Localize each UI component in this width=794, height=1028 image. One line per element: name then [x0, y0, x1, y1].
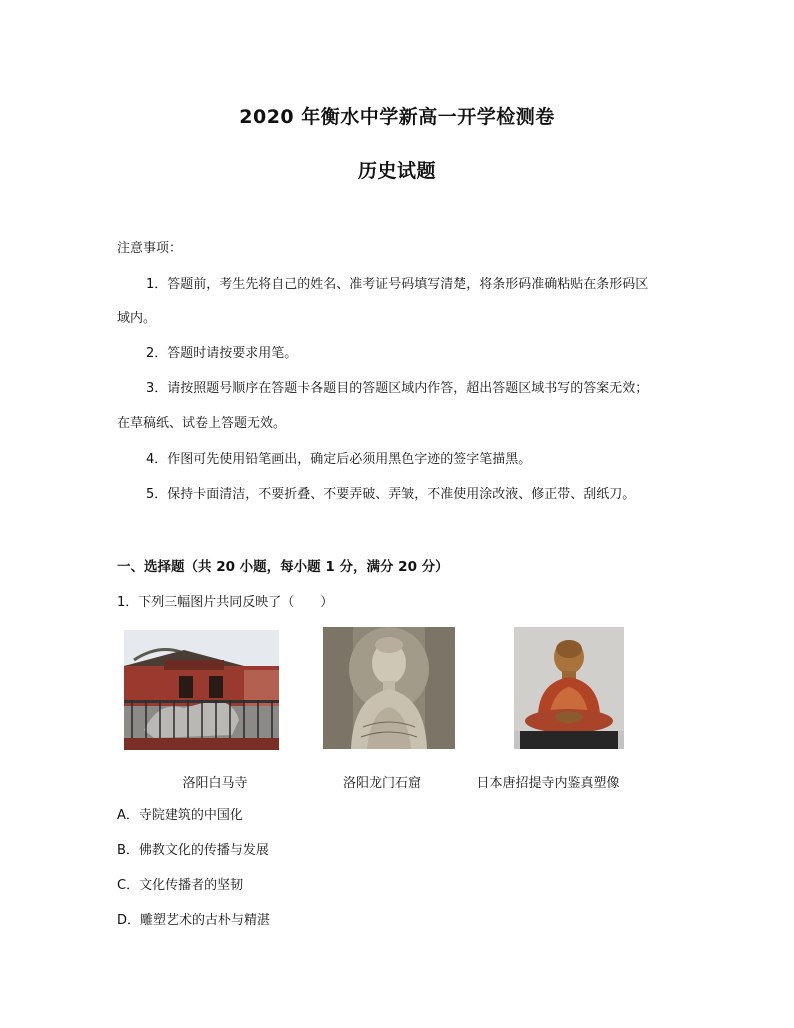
- notice-item-5: 5．保持卡面清洁，不要折叠、不要弄破、弄皱，不准使用涂改液、修正带、刮纸刀。: [146, 487, 636, 502]
- notice-heading: 注意事项：: [117, 241, 183, 256]
- notice-item-4: 4．作图可先使用铅笔画出，确定后必须用黑色字迹的签字笔描黑。: [146, 452, 532, 467]
- option-d: D．雕塑艺术的古朴与精湛: [117, 913, 271, 928]
- question-stem: 1．下列三幅图片共同反映了（ ）: [117, 595, 334, 610]
- option-c: C．文化传播者的坚韧: [117, 878, 244, 893]
- notice-item-1: 1．答题前，考生先将自己的姓名、准考证号码填写清楚，将条形码准确粘贴在条形码区: [146, 277, 649, 292]
- section-heading: 一、选择题（共 20 小题，每小题 1 分，满分 20 分）: [117, 559, 449, 575]
- caption-baima-temple: 洛阳白马寺: [182, 776, 248, 791]
- notice-item-1-cont: 域内。: [117, 311, 157, 326]
- option-b: B．佛教文化的传播与发展: [117, 843, 269, 858]
- option-a: A．寺院建筑的中国化: [117, 808, 243, 823]
- notice-item-3: 3．请按照题号顺序在答题卡各题目的答题区域内作答，超出答题区域书写的答案无效；: [146, 381, 649, 396]
- notice-item-2: 2．答题时请按要求用笔。: [146, 346, 298, 361]
- exam-title: 2020 年衡水中学新高一开学检测卷: [239, 106, 555, 128]
- baima-temple-image: [124, 630, 279, 750]
- notice-item-3-cont: 在草稿纸、试卷上答题无效。: [117, 416, 287, 431]
- longmen-grottoes-image: [323, 627, 455, 749]
- jianzhen-statue-image: [514, 627, 624, 749]
- exam-subtitle: 历史试题: [357, 160, 436, 182]
- caption-longmen-grottoes: 洛阳龙门石窟: [342, 776, 421, 791]
- caption-jianzhen-statue: 日本唐招提寺内鉴真塑像: [476, 776, 620, 791]
